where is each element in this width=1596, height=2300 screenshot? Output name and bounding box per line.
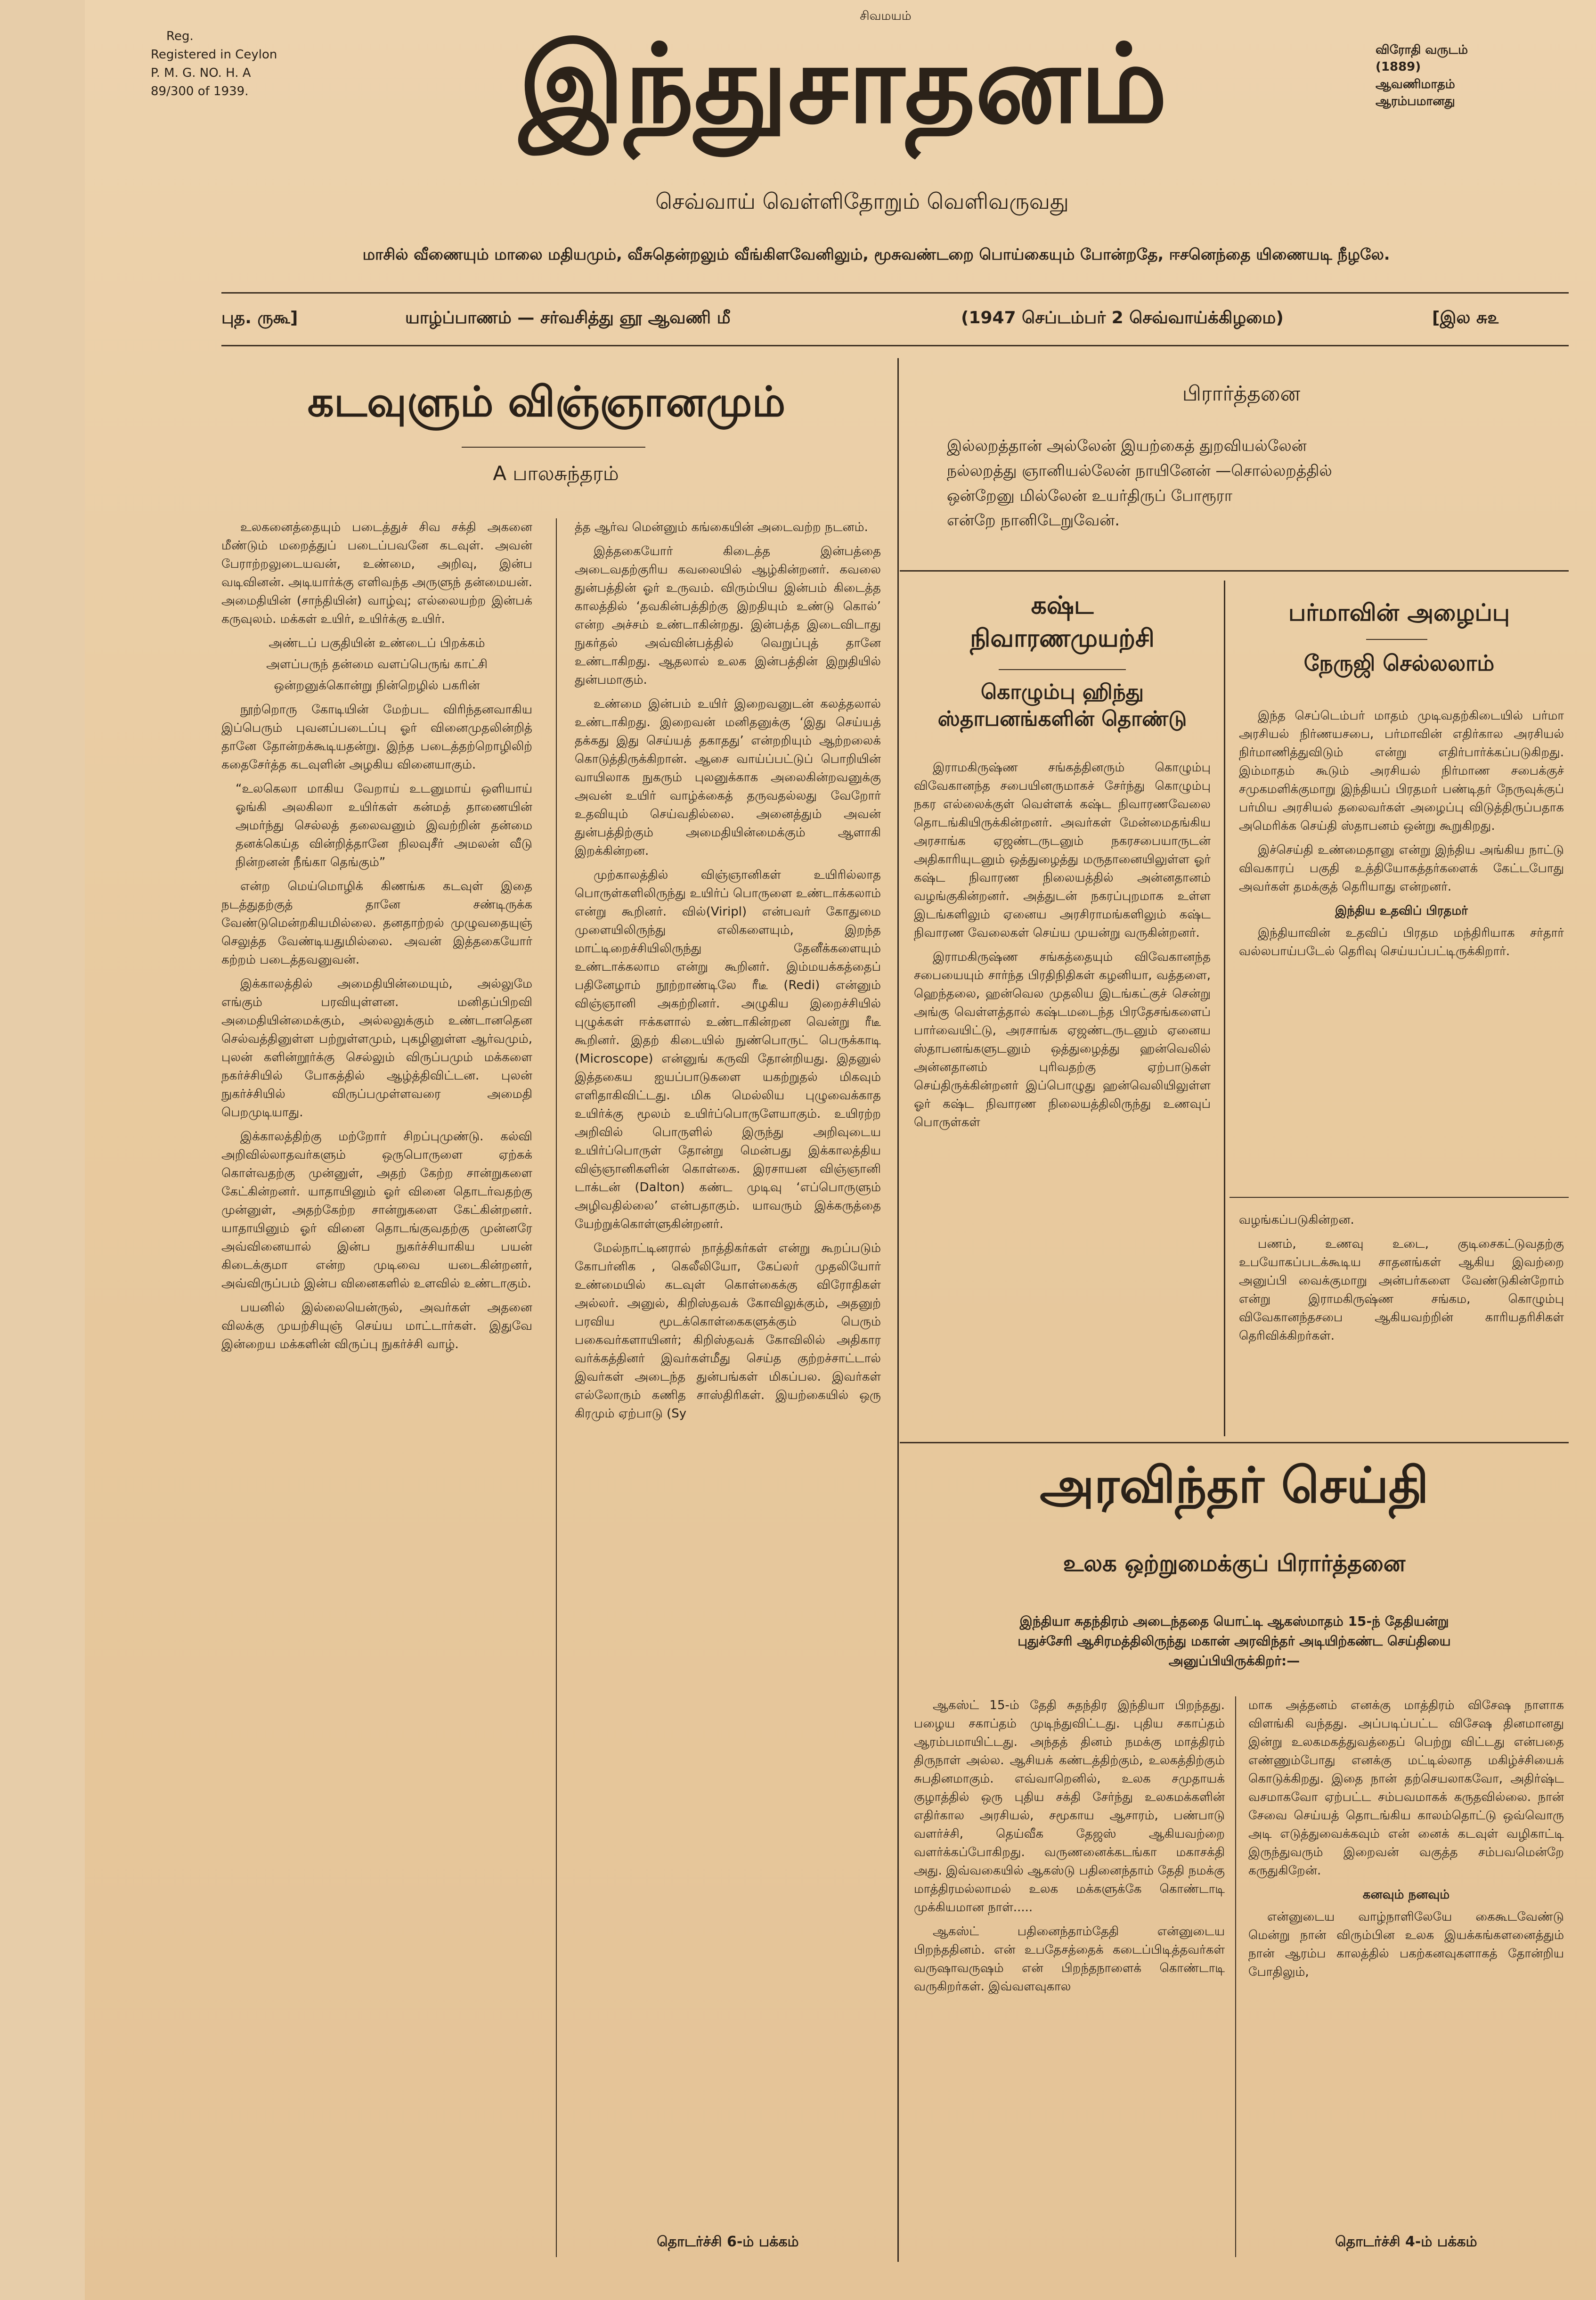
sub-heading: இந்திய உதவிப் பிரதமர்	[1335, 904, 1468, 918]
founding-line: ஆரம்பமானது	[1376, 94, 1455, 109]
aurobindo-column-1	[914, 1696, 1225, 1996]
section-rule	[900, 1442, 1569, 1443]
aurobindo-subhead: உலக ஒற்றுமைக்குப் பிரார்த்தனை	[1063, 1550, 1406, 1577]
column-divider	[556, 518, 557, 2257]
aurobindo-column-2	[1248, 1696, 1564, 1981]
headline-line: கஷ்ட	[1031, 591, 1094, 620]
dateline-volume: புத. ருகூ]	[221, 308, 298, 327]
dateline-date: (1947 செப்டம்பர் 2 செவ்வாய்க்கிழமை)	[961, 308, 1284, 327]
main-headline: கடவுளும் விஞ்ஞானமும்	[307, 377, 786, 426]
paragraph: இராமகிருஷ்ண சங்கத்தினரும் கொழும்பு விவேகானந்த சபையினருமாகச் சேர்ந்து கொழும்பு நகர எல்லைக்குள் வெள்ளக் கஷ்ட நிவாரணவேலை தொடங்கியிருக்கின்றனர். அவர்கள் மேன்மைதங்கிய அரசாங்க ஏஜண்டருடனும் நகரசபையாருடன் அதிகாரியுடனும் ஒத்துழைத்து மருதானையிலுள்ள ஓர் கஷ்ட நிவாரண நிலையத்தில் அன்னதானம் வழங்குகின்றனர். அத்துடன் நகரப்புறமாக உள்ள இடங்களிலும் ஏனைய அரசிராமங்களிலும் கஷ்ட நிவாரண வேலைகள் செய்ய முயன்று வருகின்றனர்.	[914, 761, 1211, 940]
column-divider	[897, 358, 899, 2262]
founding-line: விரோதி வருடம்	[1376, 43, 1468, 57]
paragraph: ஆகஸ்ட் 15-ம் தேதி சுதந்திர இந்தியா பிறந்தது. பழைய சகாப்தம் முடிந்துவிட்டது. புதிய சகாப்தம் ஆரம்பமாயிட்டது. அந்தத் தினம் நமக்கு மாத்திரம் திருநாள் அல்ல. ஆசியக் கண்டத்திற்கும், உலகத்திற்கும் சுபதினமாகும். எவ்வாறெனில், உலக சமுதாயக் குழாத்தில் ஒரு புதிய சக்தி சேர்ந்து உலகமக்களின் எதிர்கால அரசியல், சமூகாய ஆசாரம், பண்பாடு வளர்ச்சி, தெய்வீக தேஜஸ் ஆகியவற்றை வளர்க்கப்போகிறது. வருணனைக்கடங்கா மகாசக்தி அது. இவ்வகையில் ஆகஸ்டு பதினைந்தாம் தேதி நமக்கு மாத்திரமல்லாமல் உலக மக்களுக்கே கொண்டாடி முக்கியமான நாள்.....	[914, 1698, 1225, 1915]
aurobindo-intro: இந்தியா சுதந்திரம் அடைந்ததை யொட்டி ஆகஸ்மாதம் 15-ந் தேதியன்று புதுச்சேரி ஆசிரமத்திலிருந்து மகான் அரவிந்தர் அடியிற்கண்ட செய்தியை அனுப்பியிருக்கிறர்:—	[1018, 1613, 1451, 1669]
dateline	[221, 305, 1569, 334]
column-divider	[1224, 581, 1225, 1436]
paragraph: உலகனைத்தையும் படைத்துச் சிவ சக்தி அகனை மீண்டும் மறைத்துப் படைப்பவனே கடவுள். அவன் பேராற்றலுடையவன், உண்மை, அறிவு, இன்ப வடிவினன். அடியார்க்கு எளிவந்த அருளுந் தன்மையன். அமைதியின் (சாந்தியின்) வாழ்வு; எல்லையற்ற இன்பக் கருவுலம். மக்கள் உயிர், உயிர்க்கு உயிர்.	[221, 520, 532, 626]
verse-line: நல்லறத்து ஞானியல்லேன் நாயினேன் —சொல்லறத்தில்	[947, 461, 1332, 480]
paragraph: என்ற மெய்மொழிக் கிணங்க கடவுள் இதை நடத்துதற்குத் தானே சண்டிருக்க வேண்டுமென்றகியமில்லை. தனதாற்றல் முழுவதையுஞ் செலுத்த வேண்டியதுமில்லை. அவன் இத்தகையோர் கற்றம் படைத்தவனுவன்.	[221, 879, 532, 967]
paragraph: மேல்நாட்டினரால் நாத்திகர்கள் என்று கூறப்படும் கோபர்னிக , கெலீலியோ, கேப்லர் முதலியோர் உண்மையில் கடவுள் கொள்கைக்கு விரோதிகள் அல்லர். அனுல், கிறிஸ்தவக் கோவிலுக்கும், அதனுற் பரவிய மூடக்கொள்கைகளுக்கும் பெரும் பகைவர்களாயினர்; கிறிஸ்தவக் கோவிலில் அதிகார வர்க்கத்தினர் இவர்கள்மீது செய்த குற்றச்சாட்டால் இவர்கள் அடைந்த துன்பங்கள் மிகப்பல. இவர்கள் எல்லோரும் கணித சாஸ்திரிகள். இயற்கையில் ஒரு கிரமும் ஏற்பாடு (Sy	[575, 1241, 881, 1421]
burma-body	[1239, 707, 1564, 961]
burma-subhead: நேருஜி செல்லலாம்	[1303, 650, 1495, 676]
section-rule	[1230, 1197, 1569, 1198]
registration-line: 89/300 of 1939.	[151, 84, 249, 98]
prayer-title: பிரார்த்தனை	[1182, 382, 1301, 406]
relief-continued	[1239, 1211, 1564, 1345]
burma-headline: பர்மாவின் அழைப்பு	[1288, 598, 1510, 626]
paragraph: இக்காலத்தில் அமைதியின்மையும், அல்லுமே எங்கும் பரவியுள்ளன. மனிதப்பிறவி அமைதியின்மைக்கும், அல்லலுக்கும் உண்டானதென செல்வத்தினுள்ள பற்றுள்ளமும், புகழினுள்ள ஆர்வமும், புலன் களின்றூர்க்கு செல்லும் விருப்பமும் மக்களை நகர்ச்சியில் போகத்தில் ஆழ்த்திவிட்டன. புலன் நுகர்ச்சியில் விருப்பமுள்ளவரை அமைதி பெறமுடியாது.	[221, 977, 532, 1120]
subtitle: செவ்வாய் வெள்ளிதோறும் வெளிவருவது	[655, 188, 1069, 214]
dateline-rule	[221, 345, 1569, 346]
continued-note: தொடர்ச்சி 4-ம் பக்கம்	[1335, 2234, 1477, 2250]
paragraph: இராமகிருஷ்ண சங்கத்தையும் விவேகானந்த சபையையும் சார்ந்த பிரதிநிதிகள் கழனியா, வத்தளை, ஹெந்தலை, ஹன்வெல முதலிய இடங்கட்குச் சென்று அங்கு வெள்ளத்தால் கஷ்டமடைந்த பிரதேசங்களைப் பார்வையிட்டு, அரசாங்க ஏஜண்டருடனும் ஏனைய ஸ்தாபனங்களுடனும் ஒத்துழைத்து ஹன்வெலில் அன்னதானம் புரிவதற்கு ஏற்பாடுகள் செய்திருக்கின்றனர் இப்பொழுது ஹன்வெலியிலுள்ள ஓர் கஷ்ட நிவாரண நிலையத்திலிருந்து உணவுப் பொருள்கள்	[914, 950, 1211, 1130]
aurobindo-headline: அரவிந்தர் செய்தி	[1040, 1456, 1429, 1514]
prayer-verse	[947, 434, 1559, 533]
column-divider	[1235, 1696, 1236, 2257]
registration-line: Registered in Ceylon	[151, 48, 277, 62]
newspaper-title: இந்துசாதனம்	[519, 20, 1168, 147]
verse-line: இல்லறத்தான் அல்லேன் இயற்கைத் துறவியல்லேன்	[947, 436, 1307, 455]
founding-line: (1889)	[1376, 60, 1421, 74]
sub-heading: கனவும் நனவும்	[1362, 1888, 1450, 1902]
quotation: “உலகெலா மாகிய வேறாய் உடனுமாய் ஒளியாய் ஓங்கி அலகிலா உயிர்கள் கன்மத் தாணையின் அமர்ந்து செல்லத் தலைவனும் இவற்றின் தன்மை தனக்கெய்த வின்றித்தானே நிலவுசீர் அமலன் வீடு நின்றனன் நீங்கா தெங்கும்”	[236, 782, 532, 869]
founding-info	[1376, 41, 1583, 110]
paragraph: மாக அத்தனம் எனக்கு மாத்திரம் விசேஷ நாளாக விளங்கி வந்தது. அப்படிப்பட்ட விசேஷ தினமானது இன்று உலகமகத்துவத்தைப் பெற்று விட்டது என்பதை எண்ணும்போது எனக்கு மட்டில்லாத மகிழ்ச்சியைக் கொடுக்கிறது. இதை நான் தற்செயலாகவோ, அதிர்ஷ்ட வசமாகவோ ஏற்பட்ட சம்பவமாகக் கருதவில்லை. நான் சேவை செய்யத் தொடங்கிய காலம்தொட்டு ஒவ்வொரு அடி எடுத்துவைக்கவும் என் னைக் கடவுள் வழிகாட்டி இருந்துவரும் இறைவன் வகுத்த சம்பவமென்றே கருதுகிறேன்.	[1248, 1698, 1564, 1878]
continued-note: தொடர்ச்சி 6-ம் பக்கம்	[657, 2234, 799, 2250]
paragraph: இக்காலத்திற்கு மற்றோர் சிறப்புமுண்டு. கல்வி அறிவில்லாதவர்களும் ஒருபொருளை ஏற்கக் கொள்வதற்கு முன்னுள், அதற் கேற்ற சான்றுகளை கேட்கின்றனர். யாதாயினும் ஓர் வினை தொடர்வதற்கு முன்னுள், அதற்கேற்ற சான்றுகளை கேட்கின்றனர். யாதாயினும் ஓர் வினை தொடங்குவதற்கு முன்னரே அவ்வினையால் இன்ப நுகர்ச்சியாகிய பயன் கிடைக்குமா என்ற முடிவை யடைகின்றனர், அவ்விருப்பம் இன்ப வினைகளில் உளவில் உண்டாகும்.	[221, 1130, 532, 1291]
main-article-column-2	[575, 518, 881, 1423]
paragraph: நூற்றொரு கோடியின் மேற்பட விரிந்தனவாகிய இப்பெரும் புவனப்படைப்பு ஓர் வினைமுதலின்றித் தானே தோன்றக்கூடியதன்று. இந்த படைத்தற்றொழிலிற் கதைசேர்த்த கடவுளின் அழகிய வினையாகும்.	[221, 703, 532, 772]
headline-rule	[999, 669, 1126, 670]
paragraph: வழங்கப்படுகின்றன.	[1239, 1213, 1354, 1227]
paragraph: இத்தகையோர் கிடைத்த இன்பத்தை அடைவதற்குரிய கவலையில் ஆழ்கின்றனர். கவலை துன்பத்தின் ஓர் உருவம். விரும்பிய இன்பம் கிடைத்த காலத்தில் ‘தவகின்பத்திற்கு இறதியும் உண்டு கொல்’ என்ற அச்சம் உண்டாகின்றது. இன்பத்த இடைவிடாது நுகர்தல் அவ்வின்பத்தில் வெறுப்புத் தானே உண்டாகிறது. ஆதலால் உலக இன்பத்தின் இறுதியில் துன்பமாகும்.	[575, 544, 881, 687]
dateline-issue: [இல சு௨	[1432, 308, 1499, 327]
relief-headline	[904, 589, 1220, 655]
headline-line: நிவாரணமுயற்சி	[970, 624, 1155, 653]
author-byline: A பாலசுந்தரம்	[493, 462, 619, 485]
verse-line: அளப்பருந் தன்மை வளப்பெருங் காட்சி	[266, 657, 488, 671]
motto: மாசில் வீணையும் மாலை மதியமும், வீசுதென்றலும் வீங்கிளவேனிலும், மூசுவண்டறை பொய்கையும் போன்றதே, ஈசனெந்தை யிணையடி நீழலே.	[362, 245, 1390, 263]
verse-line: ஒன்றனுக்கொன்று நின்றெழில் பகரின்	[274, 679, 480, 693]
registration-line: Reg.	[151, 29, 194, 43]
main-article-column-1	[221, 518, 532, 1354]
dateline-place: யாழ்ப்பாணம் — சர்வசித்து ஞூ ஆவணி மீ	[405, 308, 731, 327]
paragraph: த்த ஆர்வ மென்னும் கங்கையின் அடைவற்ற நடனம்.	[575, 520, 868, 534]
paragraph: என்னுடைய வாழ்நாளிலேயே கைகூடவேண்டு மென்று நான் விரும்பின உலக இயக்கங்களனைத்தும் நான் ஆரம்ப காலத்தில் பகற்கனவுகளாகத் தோன்றிய போதிலும்,	[1248, 1910, 1564, 1979]
headline-rule	[1366, 639, 1427, 640]
paragraph: பணம், உணவு உடை, குடிசைகட்டுவதற்கு உபயோகப்படக்கூடிய சாதனங்கள் ஆகிய இவற்றை அனுப்பி வைக்குமாறு அன்பர்களை வேண்டுகின்றோம் என்று இராமகிருஷ்ண சங்கம, கொழும்பு விவேகானந்தசபை ஆகியவற்றின் காரியதரிசிகள் தெரிவிக்கிறர்கள்.	[1239, 1237, 1564, 1343]
founding-line: ஆவணிமாதம்	[1376, 77, 1455, 91]
verse-line: அண்டப் பகுதியின் உண்டைப் பிறக்கம்	[269, 636, 485, 650]
registration-line: P. M. G. NO. H. A	[151, 66, 251, 80]
paragraph: ஆகஸ்ட் பதினைந்தாம்தேதி என்னுடைய பிறந்ததினம். என் உபதேசத்தைக் கடைப்பிடித்தவர்கள் வருஷாவருஷம் என் பிறந்தநாளைக் கொண்டாடி வருகிறர்கள். இவ்வளவுகால	[914, 1924, 1225, 1994]
paragraph: இச்செய்தி உண்மைதானு என்று இந்திய அங்கிய நாட்டு விவகாரப் பகுதி உத்தியோகத்தர்களைக் கேட்டபோது அவர்கள் தமக்குத் தெரியாது என்றனர்.	[1239, 843, 1564, 894]
masthead-rule	[221, 292, 1569, 294]
section-rule	[900, 570, 1569, 572]
verse-line: ஒன்றேனு மில்லேன் உயர்திருப் போரூரா	[947, 486, 1233, 505]
verse-line: என்றே நானிடேறுவேன்.	[947, 511, 1120, 530]
paragraph: பயனில் இல்லையென்ருல், அவர்கள் அதனை விலக்கு முயற்சியுஞ் செய்ய மாட்டார்கள். இதுவே இன்றைய மக்களின் விருப்பு நுகர்ச்சி வாழ்.	[221, 1301, 532, 1351]
headline-rule	[462, 447, 645, 448]
paragraph: உண்மை இன்பம் உயிர் இறைவனுடன் கலத்தலால் உண்டாகிறது. இறைவன் மனிதனுக்கு ‘இது செய்யத் தக்கது இது செய்யத் தகாதது’ என்றறியும் ஆற்றலைக் கொடுத்திருக்கிறான். ஆசை வாய்ப்பட்டுப் பொறியின் வாயிலாக நுகரும் புலனுக்காக அலைகின்றவனுக்கு அவன் உயிர் வாழ்க்கைத் தருவதல்லது வேறோர் உதவியும் செய்வதில்லை. அனைத்தும் அவன் துன்பத்திற்கும் அமைதியின்மைக்கும் ஆளாகி இறக்கின்றன.	[575, 697, 881, 858]
relief-subhead: கொழும்பு ஹிந்து ஸ்தாபனங்களின் தொண்டு	[937, 680, 1187, 731]
top-invocation: சிவமயம்	[860, 9, 912, 23]
paragraph: முற்காலத்தில் விஞ்ஞானிகள் உயிரில்லாத பொருள்களிலிருந்து உயிர்ப் பொருளை உண்டாக்கலாம் என்று கூறினர். வில்(Viripl) என்பவர் கோதுமை முளையிலிருந்து எலிகளையும், இறந்த மாட்டிறைச்சியிலிருந்து தேனீக்களையும் உண்டாக்கலாம என்று கூறினர். இம்மயக்கத்தைப் பதினேழாம் நூற்றாண்டிலே ரீடீ (Redi) என்னும் விஞ்ஞானி அகற்றினர். அழுகிய இறைச்சியில் புழுக்கள் ஈக்களால் உண்டாகின்றன வென்று ரீடீ கூறினர். இதற் கிடையில் நுண்பொருட் பெருக்காடி (Microscope) என்னுங் கருவி தோன்றியது. இதனுல் இத்தகைய ஐயப்பாடுகளை யகற்றுதல் மிகவும் எளிதாகிவிட்டது. மிக மெல்லிய புழுவைக்காத உயிர்க்கு மூலம் உயிர்ப்பொருளேயாகும். உயிரற்ற அறிவில் பொருளில் இருந்து அறிவுடைய உயிர்ப்பொருள் தோன்று மென்பது இக்காலத்திய விஞ்ஞானிகளின் கொள்கை. இரசாயன விஞ்ஞானி டாக்டன் (Dalton) கண்ட முடிவு ‘எப்பொருளும் அழிவதில்லை’ என்பதாகும். யாவரும் இக்கருத்தை யேற்றுக்கொள்ளுகின்றனர்.	[575, 868, 881, 1231]
newspaper-page	[85, 0, 1596, 2300]
paragraph: இந்த செப்டெம்பர் மாதம் முடிவதற்கிடையில் பர்மா அரசியல் நிர்ணயசபை, பர்மாவின் எதிர்கால அரசியல் நிர்மாணித்துவிடும் என்று எதிர்பார்க்கப்படுகிறது. இம்மாதம் கூடும் அரசியல் நிர்மாண சபைக்குச் சமுகமளிக்குமாறு இந்தியப் பிரதமர் பண்டிதர் நேருவுக்குப் பர்மிய அரசியல் தலைவர்கள் அழைப்பு விடுத்திருப்பதாக அமெரிக்க செய்தி ஸ்தாபனம் ஒன்று கூறுகிறது.	[1239, 709, 1564, 833]
relief-body	[914, 759, 1211, 1132]
paragraph: இந்தியாவின் உதவிப் பிரதம மந்திரியாக சர்தார் வல்லபாய்படேல் தெரிவு செய்யப்பட்டிருக்கிறார்.	[1239, 926, 1564, 958]
